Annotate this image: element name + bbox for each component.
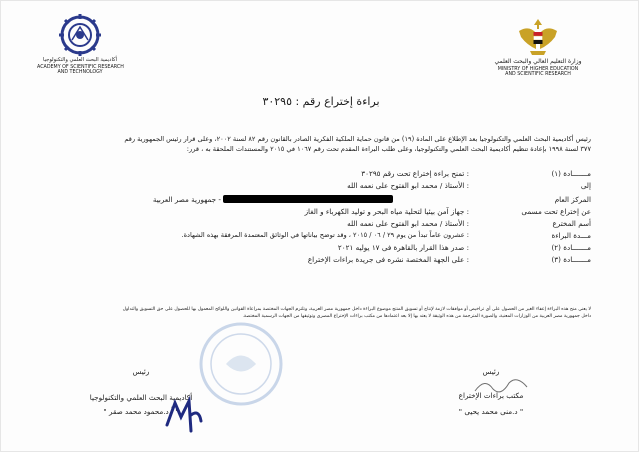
egypt-eagle-emblem-icon	[515, 15, 561, 59]
page-title: براءة إختراع رقم : ٣٠٢٩٥	[262, 95, 380, 108]
left-signature-name: " أ.د.محمود محمد صقر "	[103, 407, 179, 416]
right-signature-role: رئيس	[482, 367, 500, 376]
field-value-article-1: : تمنح براءة إختراع تحت رقم ٣٠٢٩٥	[361, 169, 469, 178]
field-label-to: إلى	[580, 181, 591, 190]
right-signature-org: مكتب براءات الإختراع	[458, 391, 524, 400]
right-signature-name: " د.منى محمد يحيى "	[458, 407, 524, 416]
field-label-article-1: مـــــــادة (١)	[551, 169, 591, 178]
field-value-address: - جمهورية مصر العربية	[152, 195, 221, 204]
field-value-article-2: : صدر هذا القرار بالقاهرة فى ١٧ يوليه ٢٠٢١	[337, 243, 469, 252]
preamble-line-1: رئيس أكاديمية البحث العلمي والتكنولوجيا بعد الإطلاع على المادة (١٩) من قانون حماية الملكية الفكرية الصادر بالقانون رقم ٨٢ لسنة ٢٠٠٢، وعلى قرار رئيس الجمهورية رقم	[124, 135, 591, 143]
field-value-invention: : جهاز آمن بيئيا لتحلية مياه البحر و توليد الكهرباء و الغاز	[304, 207, 469, 216]
redacted-address	[223, 195, 393, 203]
field-label-article-3: مـــــــادة (٣)	[551, 255, 591, 264]
field-label-article-2: مـــــــادة (٢)	[551, 243, 591, 252]
field-value-duration: : عشرون عاماً تبدأ من يوم ٢٩ / ٠٦ / ٢٠١٥ ، وقد توضح بياناتها في الوثائق المعتمدة المرفقة بهذه الشهادة.	[181, 231, 469, 239]
handwritten-signature-left-icon	[161, 395, 205, 435]
academy-seal-icon	[58, 13, 102, 57]
academy-name-en-2: AND TECHNOLOGY	[57, 70, 103, 75]
disclaimer-line-2: داخل جمهورية مصر العربية من الوزارات المعنية، والصورة المترجمة من هذه الوثيقة لا يعتد بها إلا بعد اعتمادها من مكتب براءات الإختراع المصرى وتوثيقها من الجهات الرسمية المختصة.	[242, 314, 591, 319]
left-signature-org: أكاديمية البحث العلمي والتكنولوجيا	[89, 393, 193, 402]
field-label-inventor: أسم المخترع	[552, 219, 591, 228]
field-value-article-3: : على الجهة المختصة نشره فى جريدة براءات الإختراع	[307, 255, 469, 264]
field-value-to: : الأستاذ / محمد ابو الفتوح على نعمه الله	[347, 181, 469, 190]
handwritten-signature-right-icon	[471, 373, 531, 399]
field-label-address: المركز العام	[554, 195, 591, 204]
ministry-name-ar: وزارة التعليم العالي والبحث العلمي	[494, 58, 582, 65]
academy-name-en-1: ACADEMY OF SCIENTIFIC RESEARCH	[37, 65, 124, 70]
field-value-inventor: : الأستاذ / محمد ابو الفتوح على نعمه الله	[347, 219, 469, 228]
ministry-name-en-1: MINISTRY OF HIGHER EDUCATION	[497, 67, 579, 72]
official-stamp-watermark-icon	[196, 319, 286, 409]
disclaimer-line-1: لا يعنى منح هذه البراءة إعفاء الغير من الحصول على أى تراخيص أو موافقات لازمة لإنتاج أو تسويق المنتج موضوع البراءة داخل جمهورية مصر العربية، وتلتزم الجهات المختصة بمراعاة القوانين واللوائح المعمول بها للحصول على حق التسويق والتداول	[122, 307, 591, 312]
left-signature-role: رئيس	[132, 367, 150, 376]
preamble-line-2: ٣٧٧ لسنة ١٩٩٨ بإعادة تنظيم أكاديمية البحث العلمي والتكنولوجيا، وعلى طلب البراءة المقدم تحت رقم ١٠٦٧ في ٢٠١٥ والمستندات الملحقة به ، قرر:	[186, 145, 591, 153]
academy-name-ar: أكاديمية البحث العلمي والتكنولوجيا	[43, 57, 117, 63]
ministry-name-en-2: AND SCIENTIFIC RESEARCH	[505, 72, 571, 77]
field-label-invention: عن إختراع تحت مسمى	[521, 207, 591, 216]
field-label-duration: مـــدة البراءة	[551, 231, 591, 240]
